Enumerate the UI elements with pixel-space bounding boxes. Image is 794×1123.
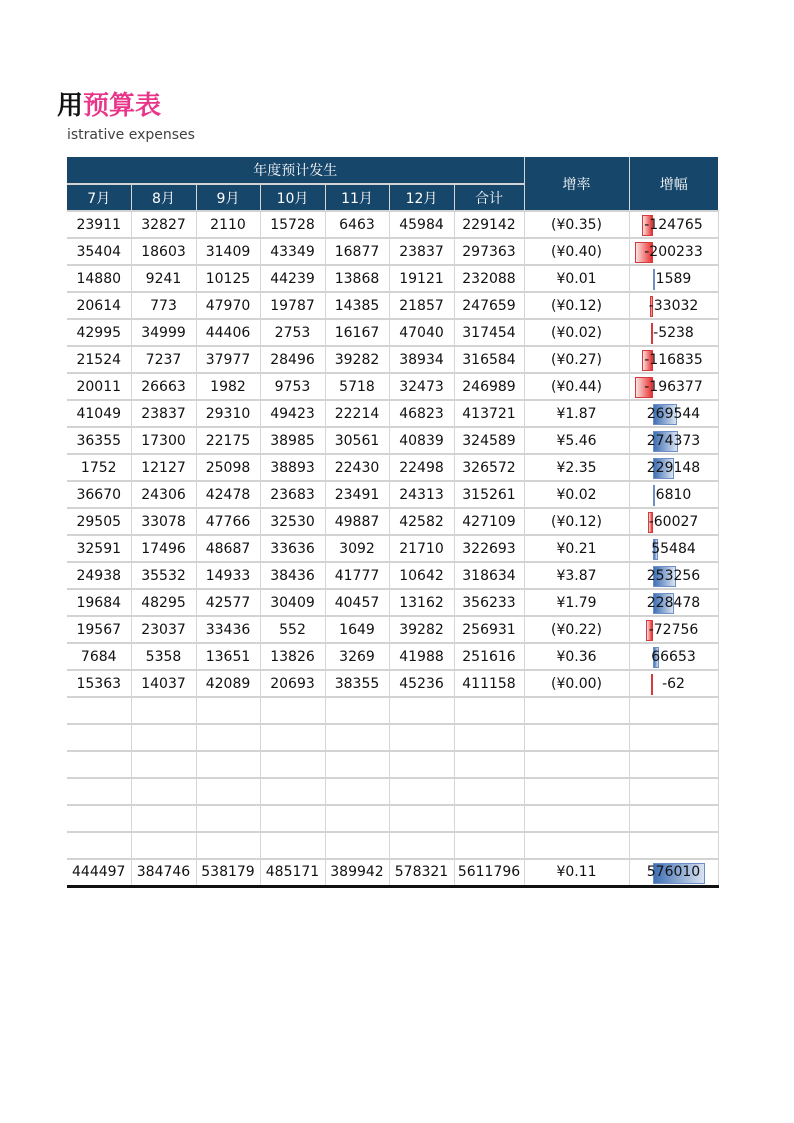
cell-1[interactable]: 32827 bbox=[131, 211, 196, 238]
cell-5[interactable]: 24313 bbox=[389, 481, 454, 508]
cell-3[interactable]: 49423 bbox=[260, 400, 325, 427]
cell-3[interactable]: 19787 bbox=[260, 292, 325, 319]
change-value: 228478 bbox=[646, 594, 701, 611]
table-row bbox=[67, 400, 718, 427]
rate-cell[interactable]: ¥0.11 bbox=[524, 859, 629, 886]
cell-1[interactable]: 7237 bbox=[131, 346, 196, 373]
cell-5[interactable]: 21710 bbox=[389, 535, 454, 562]
change-cell[interactable] bbox=[629, 373, 718, 400]
cell-6[interactable]: 251616 bbox=[454, 643, 524, 670]
empty-cell[interactable] bbox=[260, 751, 325, 778]
cell-6[interactable]: 413721 bbox=[454, 400, 524, 427]
cell-4[interactable]: 5718 bbox=[325, 373, 389, 400]
change-value: -200233 bbox=[644, 243, 703, 260]
cell-2[interactable]: 33436 bbox=[196, 616, 260, 643]
cell-0[interactable]: 20614 bbox=[67, 292, 131, 319]
page-subtitle: istrative expenses bbox=[67, 127, 195, 143]
rate-cell[interactable]: ¥2.35 bbox=[524, 454, 629, 481]
month-header-4: 11月 bbox=[325, 184, 389, 211]
cell-5[interactable]: 45236 bbox=[389, 670, 454, 697]
rate-cell[interactable]: (¥0.12) bbox=[524, 508, 629, 535]
cell-5[interactable]: 19121 bbox=[389, 265, 454, 292]
change-data-bar bbox=[651, 674, 653, 695]
month-header-5: 12月 bbox=[389, 184, 454, 211]
cell-2[interactable]: 14933 bbox=[196, 562, 260, 589]
table-row bbox=[67, 670, 718, 697]
cell-1[interactable]: 17300 bbox=[131, 427, 196, 454]
change-value: -33032 bbox=[648, 297, 699, 314]
empty-cell[interactable] bbox=[67, 832, 131, 859]
change-cell[interactable] bbox=[629, 238, 718, 265]
change-cell[interactable] bbox=[629, 670, 718, 697]
empty-cell[interactable] bbox=[389, 778, 454, 805]
cell-4[interactable]: 40457 bbox=[325, 589, 389, 616]
empty-cell[interactable] bbox=[131, 832, 196, 859]
cell-3[interactable]: 38893 bbox=[260, 454, 325, 481]
cell-5[interactable]: 38934 bbox=[389, 346, 454, 373]
empty-cell[interactable] bbox=[524, 751, 629, 778]
cell-4[interactable]: 16877 bbox=[325, 238, 389, 265]
cell-3[interactable]: 44239 bbox=[260, 265, 325, 292]
change-cell[interactable] bbox=[629, 508, 718, 535]
cell-2[interactable]: 47970 bbox=[196, 292, 260, 319]
empty-cell[interactable] bbox=[454, 832, 524, 859]
empty-cell[interactable] bbox=[524, 832, 629, 859]
empty-cell[interactable] bbox=[131, 778, 196, 805]
empty-cell[interactable] bbox=[131, 724, 196, 751]
cell-5[interactable]: 41988 bbox=[389, 643, 454, 670]
empty-cell[interactable] bbox=[325, 724, 389, 751]
cell-3[interactable]: 485171 bbox=[260, 859, 325, 886]
empty-cell[interactable] bbox=[67, 751, 131, 778]
cell-4[interactable]: 22214 bbox=[325, 400, 389, 427]
empty-cell[interactable] bbox=[131, 805, 196, 832]
cell-5[interactable]: 21857 bbox=[389, 292, 454, 319]
rate-cell[interactable]: ¥0.01 bbox=[524, 265, 629, 292]
table-row bbox=[67, 238, 718, 265]
change-value: 1589 bbox=[655, 270, 692, 287]
rate-cell[interactable]: ¥0.36 bbox=[524, 643, 629, 670]
cell-4[interactable]: 38355 bbox=[325, 670, 389, 697]
cell-4[interactable]: 13868 bbox=[325, 265, 389, 292]
cell-3[interactable]: 33636 bbox=[260, 535, 325, 562]
change-cell[interactable] bbox=[629, 454, 718, 481]
cell-6[interactable]: 318634 bbox=[454, 562, 524, 589]
cell-0[interactable]: 14880 bbox=[67, 265, 131, 292]
cell-0[interactable]: 15363 bbox=[67, 670, 131, 697]
cell-2[interactable]: 538179 bbox=[196, 859, 260, 886]
cell-4[interactable]: 22430 bbox=[325, 454, 389, 481]
rate-cell[interactable]: (¥0.27) bbox=[524, 346, 629, 373]
cell-5[interactable]: 10642 bbox=[389, 562, 454, 589]
title-main: 预算表 bbox=[83, 91, 162, 121]
empty-cell[interactable] bbox=[325, 805, 389, 832]
rate-cell[interactable]: ¥0.02 bbox=[524, 481, 629, 508]
cell-3[interactable]: 43349 bbox=[260, 238, 325, 265]
empty-cell[interactable] bbox=[629, 778, 718, 805]
cell-0[interactable]: 23911 bbox=[67, 211, 131, 238]
cell-2[interactable]: 42577 bbox=[196, 589, 260, 616]
rate-cell[interactable]: (¥0.40) bbox=[524, 238, 629, 265]
rate-cell[interactable]: (¥0.00) bbox=[524, 670, 629, 697]
cell-6[interactable]: 356233 bbox=[454, 589, 524, 616]
change-cell[interactable] bbox=[629, 319, 718, 346]
empty-cell[interactable] bbox=[67, 778, 131, 805]
cell-1[interactable]: 773 bbox=[131, 292, 196, 319]
empty-cell[interactable] bbox=[524, 778, 629, 805]
title-clipped-char: 用 bbox=[56, 91, 83, 121]
cell-3[interactable]: 28496 bbox=[260, 346, 325, 373]
empty-cell[interactable] bbox=[629, 724, 718, 751]
change-value: -116835 bbox=[644, 351, 703, 368]
cell-2[interactable]: 44406 bbox=[196, 319, 260, 346]
cell-4[interactable]: 14385 bbox=[325, 292, 389, 319]
empty-cell[interactable] bbox=[196, 805, 260, 832]
change-cell[interactable] bbox=[629, 400, 718, 427]
cell-5[interactable]: 23837 bbox=[389, 238, 454, 265]
change-value: 269544 bbox=[646, 405, 701, 422]
table-row bbox=[67, 454, 718, 481]
rate-cell[interactable]: (¥0.35) bbox=[524, 211, 629, 238]
empty-cell[interactable] bbox=[67, 805, 131, 832]
empty-cell[interactable] bbox=[524, 805, 629, 832]
cell-3[interactable]: 13826 bbox=[260, 643, 325, 670]
cell-1[interactable]: 12127 bbox=[131, 454, 196, 481]
cell-3[interactable]: 2753 bbox=[260, 319, 325, 346]
empty-cell[interactable] bbox=[325, 697, 389, 724]
rate-cell[interactable]: ¥0.21 bbox=[524, 535, 629, 562]
empty-cell[interactable] bbox=[389, 751, 454, 778]
cell-4[interactable]: 30561 bbox=[325, 427, 389, 454]
empty-row bbox=[67, 832, 718, 859]
cell-3[interactable]: 32530 bbox=[260, 508, 325, 535]
empty-row bbox=[67, 724, 718, 751]
empty-cell[interactable] bbox=[67, 724, 131, 751]
empty-cell[interactable] bbox=[524, 697, 629, 724]
change-cell[interactable] bbox=[629, 535, 718, 562]
cell-3[interactable]: 30409 bbox=[260, 589, 325, 616]
cell-1[interactable]: 18603 bbox=[131, 238, 196, 265]
change-cell[interactable] bbox=[629, 643, 718, 670]
cell-4[interactable]: 16167 bbox=[325, 319, 389, 346]
cell-5[interactable]: 39282 bbox=[389, 616, 454, 643]
cell-6[interactable]: 247659 bbox=[454, 292, 524, 319]
cell-6[interactable]: 316584 bbox=[454, 346, 524, 373]
cell-4[interactable]: 41777 bbox=[325, 562, 389, 589]
table-row bbox=[67, 265, 718, 292]
cell-1[interactable]: 48295 bbox=[131, 589, 196, 616]
cell-6[interactable]: 232088 bbox=[454, 265, 524, 292]
change-value: -72756 bbox=[648, 621, 699, 638]
month-header-0: 7月 bbox=[67, 184, 131, 211]
empty-cell[interactable] bbox=[454, 724, 524, 751]
cell-6[interactable]: 5611796 bbox=[454, 859, 524, 886]
cell-6[interactable]: 326572 bbox=[454, 454, 524, 481]
cell-6[interactable]: 297363 bbox=[454, 238, 524, 265]
cell-0[interactable]: 19684 bbox=[67, 589, 131, 616]
cell-4[interactable]: 6463 bbox=[325, 211, 389, 238]
change-value: -60027 bbox=[648, 513, 699, 530]
cell-0[interactable]: 35404 bbox=[67, 238, 131, 265]
table-row bbox=[67, 535, 718, 562]
cell-4[interactable]: 389942 bbox=[325, 859, 389, 886]
cell-0[interactable]: 36670 bbox=[67, 481, 131, 508]
cell-6[interactable]: 315261 bbox=[454, 481, 524, 508]
cell-5[interactable]: 45984 bbox=[389, 211, 454, 238]
cell-2[interactable]: 29310 bbox=[196, 400, 260, 427]
empty-cell[interactable] bbox=[196, 778, 260, 805]
rate-cell[interactable]: (¥0.44) bbox=[524, 373, 629, 400]
change-value: 576010 bbox=[646, 864, 701, 881]
cell-1[interactable]: 23837 bbox=[131, 400, 196, 427]
empty-cell[interactable] bbox=[325, 778, 389, 805]
table-row bbox=[67, 616, 718, 643]
change-cell[interactable] bbox=[629, 427, 718, 454]
cell-0[interactable]: 20011 bbox=[67, 373, 131, 400]
cell-3[interactable]: 9753 bbox=[260, 373, 325, 400]
change-value: -196377 bbox=[644, 378, 703, 395]
empty-cell[interactable] bbox=[260, 805, 325, 832]
table-row bbox=[67, 562, 718, 589]
empty-cell[interactable] bbox=[389, 724, 454, 751]
rate-cell[interactable]: (¥0.02) bbox=[524, 319, 629, 346]
change-cell[interactable] bbox=[629, 562, 718, 589]
cell-2[interactable]: 37977 bbox=[196, 346, 260, 373]
cell-0[interactable]: 42995 bbox=[67, 319, 131, 346]
table-row bbox=[67, 508, 718, 535]
change-value: 274373 bbox=[646, 432, 701, 449]
empty-cell[interactable] bbox=[524, 724, 629, 751]
cell-6[interactable]: 427109 bbox=[454, 508, 524, 535]
month-header-2: 9月 bbox=[196, 184, 260, 211]
cell-5[interactable]: 42582 bbox=[389, 508, 454, 535]
cell-2[interactable]: 22175 bbox=[196, 427, 260, 454]
cell-3[interactable]: 23683 bbox=[260, 481, 325, 508]
cell-1[interactable]: 26663 bbox=[131, 373, 196, 400]
rate-cell[interactable]: ¥1.87 bbox=[524, 400, 629, 427]
cell-6[interactable]: 246989 bbox=[454, 373, 524, 400]
table-row bbox=[67, 589, 718, 616]
empty-cell[interactable] bbox=[454, 751, 524, 778]
change-cell[interactable] bbox=[629, 589, 718, 616]
cell-2[interactable]: 10125 bbox=[196, 265, 260, 292]
group-header: 年度预计发生 bbox=[67, 157, 524, 184]
month-header-3: 10月 bbox=[260, 184, 325, 211]
cell-0[interactable]: 24938 bbox=[67, 562, 131, 589]
empty-cell[interactable] bbox=[454, 697, 524, 724]
cell-4[interactable]: 39282 bbox=[325, 346, 389, 373]
cell-3[interactable]: 38436 bbox=[260, 562, 325, 589]
cell-6[interactable]: 411158 bbox=[454, 670, 524, 697]
cell-3[interactable]: 20693 bbox=[260, 670, 325, 697]
cell-3[interactable]: 38985 bbox=[260, 427, 325, 454]
cell-2[interactable]: 25098 bbox=[196, 454, 260, 481]
cell-0[interactable]: 19567 bbox=[67, 616, 131, 643]
cell-5[interactable]: 13162 bbox=[389, 589, 454, 616]
budget-table bbox=[67, 157, 719, 888]
change-value: -5238 bbox=[653, 324, 694, 341]
cell-3[interactable]: 15728 bbox=[260, 211, 325, 238]
empty-cell[interactable] bbox=[629, 832, 718, 859]
empty-cell[interactable] bbox=[629, 805, 718, 832]
empty-cell[interactable] bbox=[325, 832, 389, 859]
cell-5[interactable]: 578321 bbox=[389, 859, 454, 886]
cell-2[interactable]: 42089 bbox=[196, 670, 260, 697]
cell-4[interactable]: 49887 bbox=[325, 508, 389, 535]
cell-2[interactable]: 31409 bbox=[196, 238, 260, 265]
cell-0[interactable]: 1752 bbox=[67, 454, 131, 481]
rate-header: 增率 bbox=[524, 157, 629, 211]
change-data-bar bbox=[653, 485, 655, 506]
cell-1[interactable]: 9241 bbox=[131, 265, 196, 292]
empty-row bbox=[67, 805, 718, 832]
empty-cell[interactable] bbox=[260, 778, 325, 805]
cell-2[interactable]: 13651 bbox=[196, 643, 260, 670]
cell-1[interactable]: 23037 bbox=[131, 616, 196, 643]
empty-row bbox=[67, 751, 718, 778]
cell-2[interactable]: 48687 bbox=[196, 535, 260, 562]
cell-6[interactable]: 256931 bbox=[454, 616, 524, 643]
empty-cell[interactable] bbox=[325, 751, 389, 778]
empty-cell[interactable] bbox=[389, 697, 454, 724]
empty-cell[interactable] bbox=[67, 697, 131, 724]
empty-cell[interactable] bbox=[196, 724, 260, 751]
cell-1[interactable]: 14037 bbox=[131, 670, 196, 697]
change-value: 253256 bbox=[646, 567, 701, 584]
change-cell[interactable] bbox=[629, 265, 718, 292]
empty-row bbox=[67, 697, 718, 724]
empty-cell[interactable] bbox=[389, 805, 454, 832]
table-row bbox=[67, 373, 718, 400]
cell-1[interactable]: 33078 bbox=[131, 508, 196, 535]
empty-cell[interactable] bbox=[131, 697, 196, 724]
change-value: -62 bbox=[662, 675, 685, 692]
rate-cell[interactable]: ¥5.46 bbox=[524, 427, 629, 454]
cell-0[interactable]: 444497 bbox=[67, 859, 131, 886]
cell-5[interactable]: 46823 bbox=[389, 400, 454, 427]
cell-6[interactable]: 322693 bbox=[454, 535, 524, 562]
cell-1[interactable]: 24306 bbox=[131, 481, 196, 508]
table-row bbox=[67, 481, 718, 508]
empty-cell[interactable] bbox=[629, 697, 718, 724]
cell-0[interactable]: 41049 bbox=[67, 400, 131, 427]
cell-4[interactable]: 23491 bbox=[325, 481, 389, 508]
cell-6[interactable]: 324589 bbox=[454, 427, 524, 454]
empty-row bbox=[67, 778, 718, 805]
table-row bbox=[67, 427, 718, 454]
rate-cell[interactable]: (¥0.12) bbox=[524, 292, 629, 319]
change-cell[interactable] bbox=[629, 859, 718, 886]
change-value: 66653 bbox=[651, 648, 696, 665]
cell-2[interactable]: 42478 bbox=[196, 481, 260, 508]
month-header-1: 8月 bbox=[131, 184, 196, 211]
rate-cell[interactable]: ¥3.87 bbox=[524, 562, 629, 589]
cell-2[interactable]: 47766 bbox=[196, 508, 260, 535]
change-cell[interactable] bbox=[629, 211, 718, 238]
cell-1[interactable]: 17496 bbox=[131, 535, 196, 562]
cell-1[interactable]: 5358 bbox=[131, 643, 196, 670]
change-value: 55484 bbox=[651, 540, 696, 557]
table-row bbox=[67, 346, 718, 373]
cell-6[interactable]: 229142 bbox=[454, 211, 524, 238]
table-row bbox=[67, 211, 718, 238]
change-value: -124765 bbox=[644, 216, 703, 233]
empty-cell[interactable] bbox=[629, 751, 718, 778]
cell-2[interactable]: 2110 bbox=[196, 211, 260, 238]
empty-cell[interactable] bbox=[196, 832, 260, 859]
cell-0[interactable]: 7684 bbox=[67, 643, 131, 670]
empty-cell[interactable] bbox=[131, 751, 196, 778]
change-cell[interactable] bbox=[629, 346, 718, 373]
table-row bbox=[67, 319, 718, 346]
empty-cell[interactable] bbox=[260, 724, 325, 751]
change-data-bar bbox=[653, 269, 655, 290]
cell-3[interactable]: 552 bbox=[260, 616, 325, 643]
month-header-6: 合计 bbox=[454, 184, 524, 211]
cell-2[interactable]: 1982 bbox=[196, 373, 260, 400]
cell-4[interactable]: 3269 bbox=[325, 643, 389, 670]
cell-6[interactable]: 317454 bbox=[454, 319, 524, 346]
cell-5[interactable]: 22498 bbox=[389, 454, 454, 481]
total-row bbox=[67, 859, 718, 886]
empty-cell[interactable] bbox=[454, 805, 524, 832]
page-title bbox=[56, 88, 366, 124]
empty-cell[interactable] bbox=[454, 778, 524, 805]
cell-5[interactable]: 32473 bbox=[389, 373, 454, 400]
rate-cell[interactable]: (¥0.22) bbox=[524, 616, 629, 643]
change-header: 增幅 bbox=[629, 157, 718, 211]
empty-cell[interactable] bbox=[260, 697, 325, 724]
cell-5[interactable]: 47040 bbox=[389, 319, 454, 346]
cell-0[interactable]: 21524 bbox=[67, 346, 131, 373]
empty-cell[interactable] bbox=[260, 832, 325, 859]
change-cell[interactable] bbox=[629, 481, 718, 508]
cell-5[interactable]: 40839 bbox=[389, 427, 454, 454]
cell-1[interactable]: 384746 bbox=[131, 859, 196, 886]
empty-cell[interactable] bbox=[389, 832, 454, 859]
cell-0[interactable]: 32591 bbox=[67, 535, 131, 562]
cell-1[interactable]: 34999 bbox=[131, 319, 196, 346]
cell-1[interactable]: 35532 bbox=[131, 562, 196, 589]
change-cell[interactable] bbox=[629, 292, 718, 319]
table-row bbox=[67, 292, 718, 319]
change-value: 229148 bbox=[646, 459, 701, 476]
cell-4[interactable]: 1649 bbox=[325, 616, 389, 643]
rate-cell[interactable]: ¥1.79 bbox=[524, 589, 629, 616]
table-row bbox=[67, 643, 718, 670]
cell-0[interactable]: 36355 bbox=[67, 427, 131, 454]
cell-4[interactable]: 3092 bbox=[325, 535, 389, 562]
change-value: 6810 bbox=[655, 486, 692, 503]
change-cell[interactable] bbox=[629, 616, 718, 643]
empty-cell[interactable] bbox=[196, 697, 260, 724]
cell-0[interactable]: 29505 bbox=[67, 508, 131, 535]
empty-cell[interactable] bbox=[196, 751, 260, 778]
